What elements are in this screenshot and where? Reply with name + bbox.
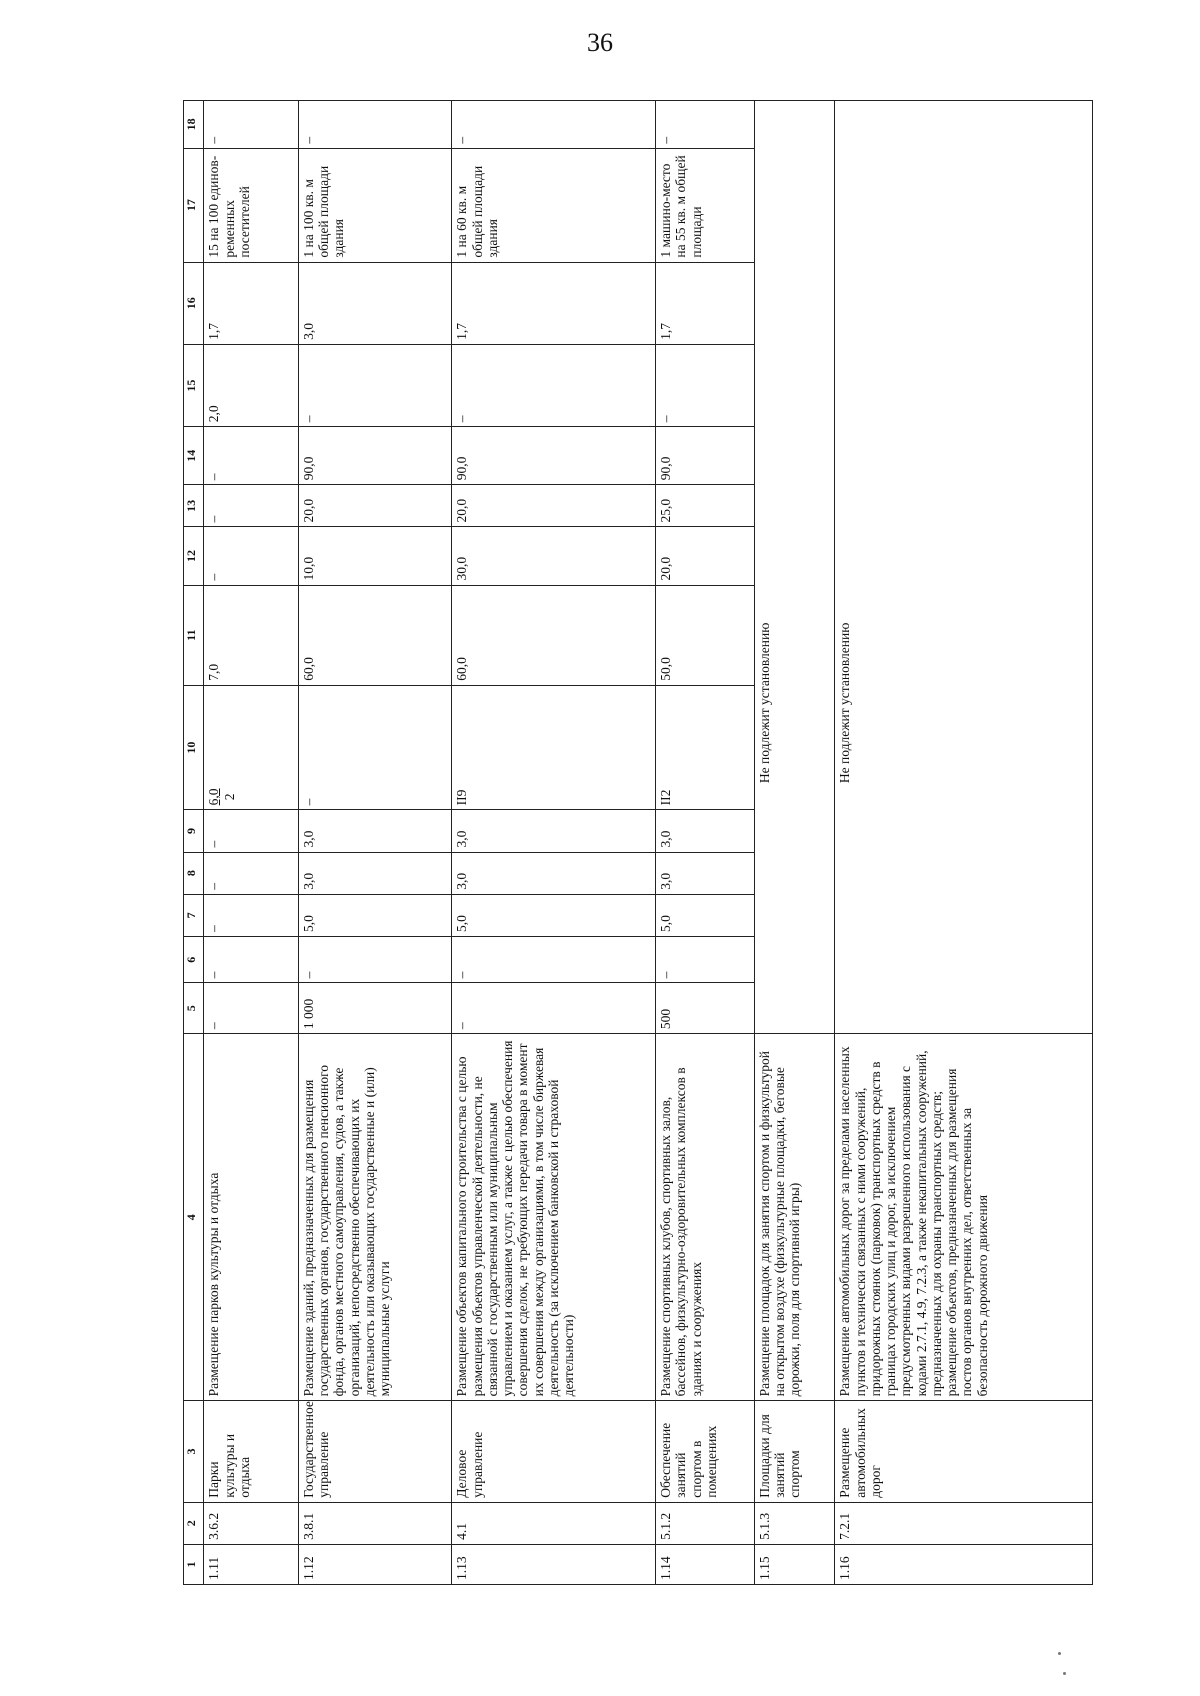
cell-c6: – <box>204 936 298 982</box>
cell-c10 <box>656 685 755 810</box>
cell-c16: 1,7 <box>204 262 298 344</box>
header-cell: 15 <box>184 344 204 426</box>
row-description: Размещение зданий, предназначенных для размещения государственных органов, государственного пенсионного фонда, органов местного самоуправления, судов, а также организаций, непосредственно обеспечивающих их деятельность или оказывающих государственные и (или) муниципальные услуги <box>298 1034 451 1401</box>
cell-c13: 25,0 <box>656 485 755 527</box>
row-name: Деловое управление <box>452 1401 656 1502</box>
cell-c9: 3,0 <box>656 810 755 852</box>
header-cell: 9 <box>184 810 204 852</box>
cell-c17: 1 на 100 кв. м общей площади здания <box>298 148 451 262</box>
cell-c12: 20,0 <box>656 527 755 585</box>
cell-c13: 20,0 <box>452 485 656 527</box>
cell-c5: 1 000 <box>298 983 451 1034</box>
cell-c7: 5,0 <box>298 894 451 936</box>
cell-c13: – <box>204 485 298 527</box>
table-row <box>656 101 755 1585</box>
c10-top: II <box>658 796 674 806</box>
rotated-table-container <box>183 100 1093 1585</box>
row-name: Парки культуры и отдыха <box>204 1401 298 1502</box>
cell-c18: – <box>452 101 656 149</box>
cell-c11: 60,0 <box>298 585 451 685</box>
row-code: 7.2.1 <box>835 1502 1093 1544</box>
row-description: Размещение объектов капитального строительства с целью размещения объектов управленческой деятельности, не связанной с государственным или муниципальным управлением и оказанием услуг, а также с целью обеспечения совершения сделок, не требующих передачи товара в момент их совершения между организациями, в том числе биржевая деятельность (за исключением банковской и страховой деятельности) <box>452 1034 656 1401</box>
table-row <box>835 101 1093 1585</box>
row-description: Размещение парков культуры и отдыха <box>204 1034 298 1401</box>
cell-c18: – <box>204 101 298 149</box>
cell-c5: – <box>204 983 298 1034</box>
cell-c7: 5,0 <box>656 894 755 936</box>
header-cell: 2 <box>184 1502 204 1544</box>
c10-top: II <box>454 796 470 806</box>
header-cell: 10 <box>184 685 204 810</box>
not-established-note <box>835 101 1093 1034</box>
page-number: 36 <box>587 28 613 57</box>
cell-c9: 3,0 <box>298 810 451 852</box>
note-text: Не подлежит установлению <box>837 622 853 784</box>
cell-c14: – <box>204 427 298 485</box>
row-number: 1.15 <box>754 1544 834 1584</box>
not-established-note <box>754 101 834 1034</box>
header-cell: 1 <box>184 1544 204 1584</box>
table-row <box>298 101 451 1585</box>
cell-c15: – <box>656 344 755 426</box>
cell-c8: 3,0 <box>452 852 656 894</box>
header-cell: 5 <box>184 983 204 1034</box>
cell-c12: 10,0 <box>298 527 451 585</box>
header-row <box>184 101 204 1585</box>
header-cell: 17 <box>184 148 204 262</box>
cell-c18: – <box>656 101 755 149</box>
c10-top: 6,0 <box>206 788 222 806</box>
note-text: Не подлежит установлению <box>756 622 772 784</box>
header-cell: 13 <box>184 485 204 527</box>
cell-c12: 30,0 <box>452 527 656 585</box>
cell-c16: 1,7 <box>452 262 656 344</box>
cell-c11: 7,0 <box>204 585 298 685</box>
row-number: 1.13 <box>452 1544 656 1584</box>
cell-c5: – <box>452 983 656 1034</box>
header-cell: 3 <box>184 1401 204 1502</box>
cell-c11: 50,0 <box>656 585 755 685</box>
row-name: Размещение автомобильных дорог <box>835 1401 1093 1502</box>
header-cell: 11 <box>184 585 204 685</box>
cell-c15: – <box>452 344 656 426</box>
row-code: 3.6.2 <box>204 1502 298 1544</box>
cell-c8: 3,0 <box>298 852 451 894</box>
cell-c8: – <box>204 852 298 894</box>
row-description: Размещение автомобильных дорог за пределами населенных пунктов и технически связанных с ними сооружений, придорожных стоянок (парковок) транспортных средств в границах городских улиц и дорог, за исключением предусмотренных видами разрешенного использования с кодами 2.7.1, 4.9, 7.2.3, а также некапитальных сооружений, предназначенных для охраны транспортных средств; размещение объектов, предназначенных для размещения постов органов внутренних дел, ответственных за безопасность дорожного движения <box>835 1034 1093 1401</box>
cell-c10 <box>204 685 298 810</box>
header-cell: 7 <box>184 894 204 936</box>
c10-bottom: 2 <box>658 789 674 797</box>
cell-c17: 15 на 100 единов-ременных посетителей <box>204 148 298 262</box>
row-description: Размещение спортивных клубов, спортивных залов, бассейнов, физкультурно-оздоровительных комплексов в зданиях и сооружениях <box>656 1034 755 1401</box>
cell-c18: – <box>298 101 451 149</box>
header-cell: 18 <box>184 101 204 149</box>
cell-c15: 2,0 <box>204 344 298 426</box>
cell-c10 <box>452 685 656 810</box>
cell-c9: 3,0 <box>452 810 656 852</box>
cell-c10: – <box>298 685 451 810</box>
scan-speck <box>1063 1672 1066 1675</box>
header-cell: 4 <box>184 1034 204 1401</box>
row-name: Государственное управление <box>298 1401 451 1502</box>
row-number: 1.11 <box>204 1544 298 1584</box>
cell-c17: 1 машино-место на 55 кв. м общей площади <box>656 148 755 262</box>
cell-c6: – <box>656 936 755 982</box>
c10-bottom: 9 <box>454 789 470 797</box>
header-cell: 8 <box>184 852 204 894</box>
regulation-table <box>183 100 1093 1585</box>
c10-bottom: 2 <box>221 793 237 801</box>
cell-c15: – <box>298 344 451 426</box>
cell-c13: 20,0 <box>298 485 451 527</box>
header-cell: 12 <box>184 527 204 585</box>
cell-c17: 1 на 60 кв. м общей площади здания <box>452 148 656 262</box>
cell-c8: 3,0 <box>656 852 755 894</box>
row-name: Площадки для занятий спортом <box>754 1401 834 1502</box>
header-cell: 14 <box>184 427 204 485</box>
cell-c7: 5,0 <box>452 894 656 936</box>
cell-c9: – <box>204 810 298 852</box>
cell-c5: 500 <box>656 983 755 1034</box>
cell-c7: – <box>204 894 298 936</box>
cell-c12: – <box>204 527 298 585</box>
cell-c6: – <box>298 936 451 982</box>
cell-c14: 90,0 <box>656 427 755 485</box>
cell-c14: 90,0 <box>452 427 656 485</box>
row-code: 3.8.1 <box>298 1502 451 1544</box>
table-row <box>754 101 834 1585</box>
table-row <box>204 101 298 1585</box>
row-description: Размещение площадок для занятия спортом и физкультурой на открытом воздухе (физкультурные площадки, беговые дорожки, поля для спортивной игры) <box>754 1034 834 1401</box>
header-cell: 16 <box>184 262 204 344</box>
cell-c14: 90,0 <box>298 427 451 485</box>
scan-speck <box>1058 1652 1061 1655</box>
row-name: Обеспечение занятий спортом в помещениях <box>656 1401 755 1502</box>
table-row <box>452 101 656 1585</box>
cell-c11: 60,0 <box>452 585 656 685</box>
row-number: 1.14 <box>656 1544 755 1584</box>
cell-c16: 1,7 <box>656 262 755 344</box>
cell-c6: – <box>452 936 656 982</box>
header-cell: 6 <box>184 936 204 982</box>
row-number: 1.16 <box>835 1544 1093 1584</box>
row-code: 5.1.2 <box>656 1502 755 1544</box>
cell-c16: 3,0 <box>298 262 451 344</box>
row-code: 4.1 <box>452 1502 656 1544</box>
row-number: 1.12 <box>298 1544 451 1584</box>
row-code: 5.1.3 <box>754 1502 834 1544</box>
